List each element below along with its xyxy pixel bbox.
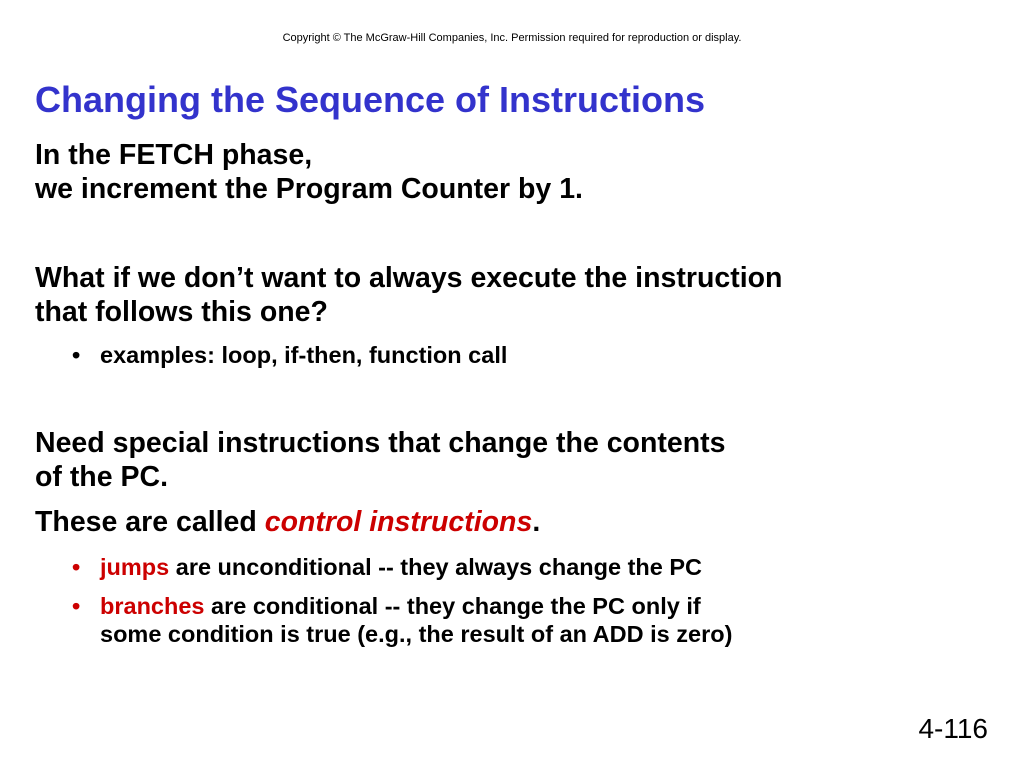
copyright-notice: Copyright © The McGraw-Hill Companies, Inc. Permission required for reproduction or display. <box>282 32 742 44</box>
bullet-branches <box>72 592 733 648</box>
paragraph-line: What if we don’t want to always execute the instruction <box>35 262 783 294</box>
bullet-text: are unconditional -- they always change the PC <box>169 554 702 580</box>
paragraph-line: Need special instructions that change the contents <box>35 427 726 459</box>
paragraph-line: In the FETCH phase, <box>35 139 313 171</box>
paragraph-line: that follows this one? <box>35 296 328 328</box>
branches-term: branches <box>100 593 205 619</box>
bullet-examples <box>72 341 508 369</box>
bullet-text: some condition is true (e.g., the result of an ADD is zero) <box>100 621 733 647</box>
slide-title: Changing the Sequence of Instructions <box>35 79 706 120</box>
bullet-jumps <box>72 553 702 581</box>
bullet-text: are conditional -- they change the PC only if <box>204 593 701 619</box>
bullet-marker: • <box>72 593 81 619</box>
paragraph-control-instructions <box>35 505 540 539</box>
bullet-marker: • <box>72 342 81 368</box>
paragraph-text: These are called <box>35 506 265 538</box>
bullet-text: examples: loop, if-then, function call <box>100 342 508 368</box>
control-instructions-term: control instructions <box>264 506 533 538</box>
jumps-term: jumps <box>100 554 170 580</box>
paragraph-text: . <box>532 506 541 538</box>
paragraph-fetch-phase <box>35 138 583 206</box>
bullet-marker: • <box>72 554 81 580</box>
page-number: 4-116 <box>918 713 988 744</box>
paragraph-line: of the PC. <box>35 461 168 493</box>
paragraph-line: we increment the Program Counter by 1. <box>35 173 583 205</box>
paragraph-special-instructions <box>35 426 725 494</box>
paragraph-question <box>35 261 782 329</box>
